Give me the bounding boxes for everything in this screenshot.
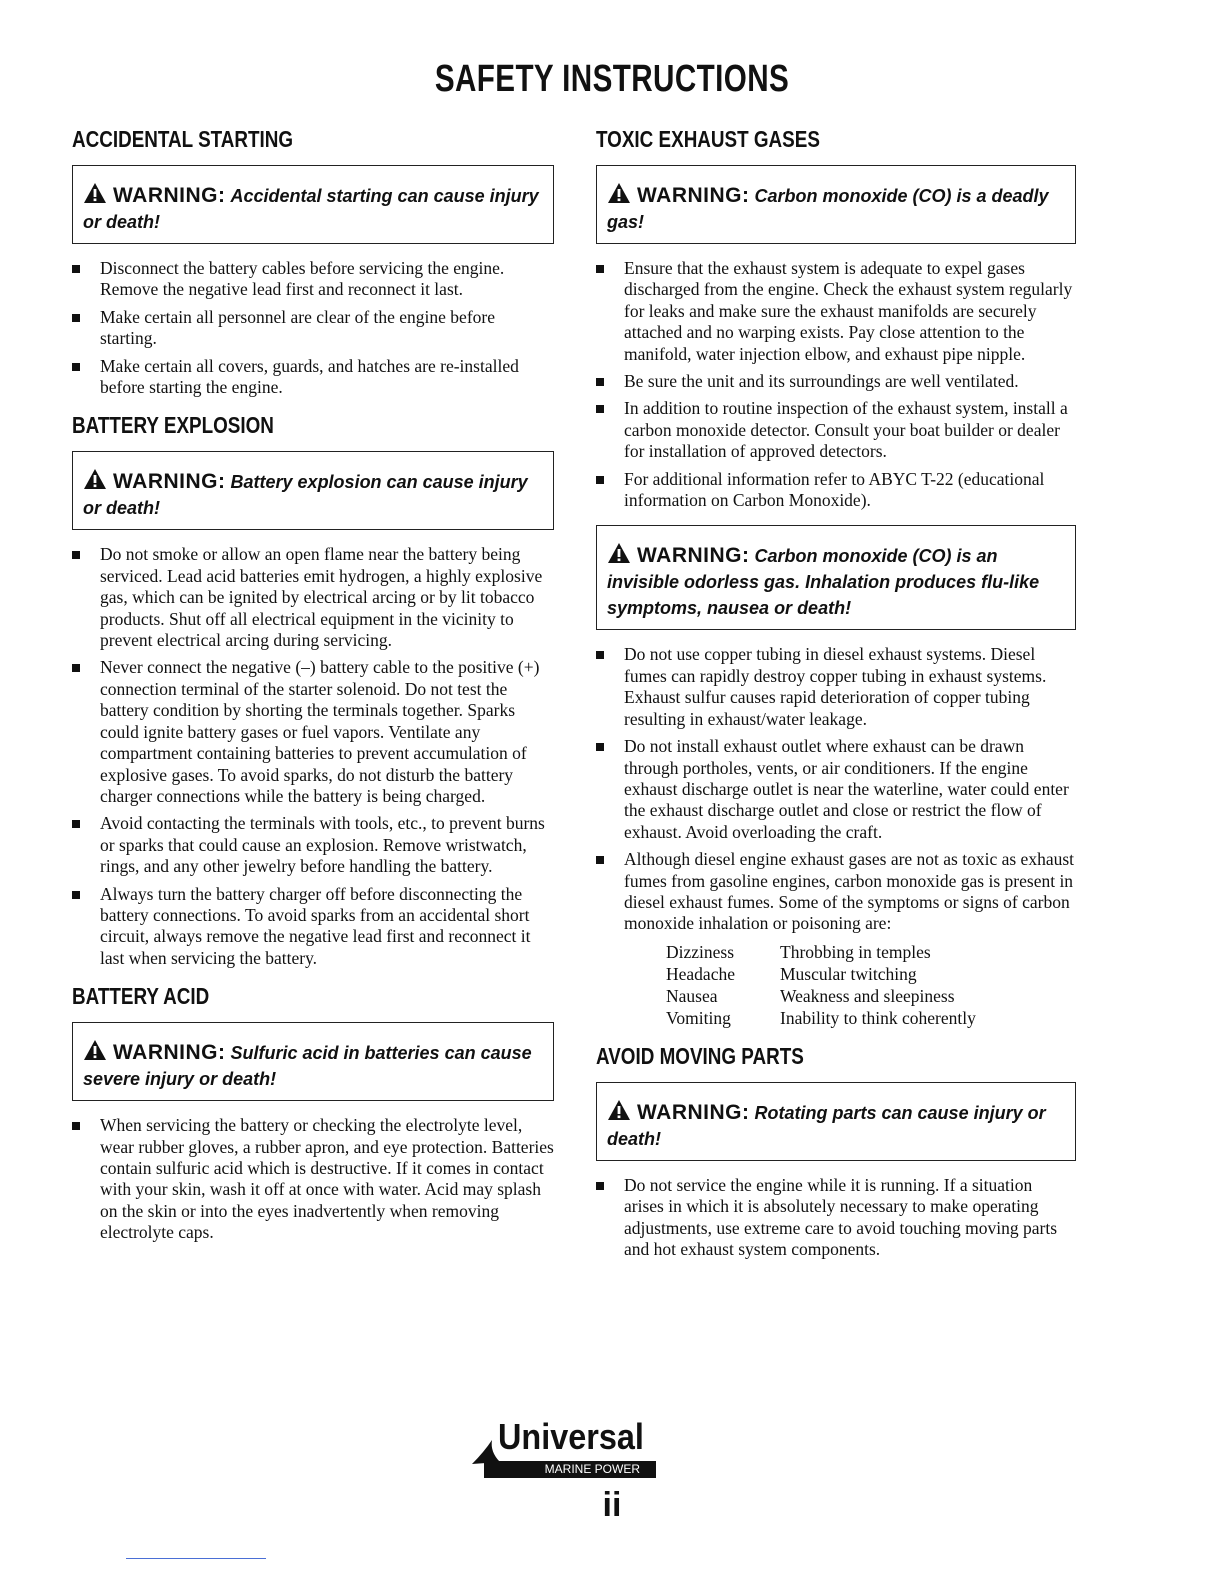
list-item: Do not use copper tubing in diesel exhaust systems. Diesel fumes can rapidly destroy copper tubing in exhaust systems. Exhaust sulfur causes rapid deterioration of copper tubing resulting in exhaust/water leakage. xyxy=(596,644,1076,730)
list-item: Always turn the battery charger off before disconnecting the battery connections. To avoid sparks from an accidental short circuit, always remove the negative lead first and reconnect it last when servicing the battery. xyxy=(72,884,554,970)
symptom: Weakness and sleepiness xyxy=(780,985,955,1006)
warning-label: WARNING: xyxy=(637,184,750,207)
universal-logo xyxy=(470,1416,760,1480)
warning-box-battery-acid xyxy=(72,1022,554,1101)
warning-text: Sulfuric acid in batteries can cause severe injury or death! xyxy=(83,1043,532,1090)
section-heading-battery-explosion: BATTERY EXPLOSION xyxy=(72,412,274,439)
page-title: SAFETY INSTRUCTIONS xyxy=(434,58,790,100)
list-item: Be sure the unit and its surroundings are well ventilated. xyxy=(596,371,1076,392)
warning-triangle-icon xyxy=(83,182,107,204)
symptom: Throbbing in temples xyxy=(780,941,931,962)
bullet-list-exhaust-precautions xyxy=(596,644,1076,934)
warning-label: WARNING: xyxy=(113,184,226,207)
list-item: Do not service the engine while it is running. If a situation arises in which it is absolutely necessary to make operating adjustments, use extreme care to avoid touching moving parts and hot exhaust system components. xyxy=(596,1175,1076,1261)
section-heading-toxic-exhaust: TOXIC EXHAUST GASES xyxy=(596,126,820,152)
warning-text: Carbon monoxide (CO) is an invisible odorless gas. Inhalation produces flu-like symptoms, nausea or death! xyxy=(607,546,1040,619)
logo-tagline: MARINE POWER xyxy=(484,1461,656,1478)
list-item: Ensure that the exhaust system is adequate to expel gases discharged from the engine. Check the exhaust system regularly for leaks and make sure the exhaust manifolds are securely attached and no warping exists. Pay close attention to the manifold, water injection elbow, and exhaust pipe nipple. xyxy=(596,258,1076,365)
list-item: For additional information refer to ABYC T-22 (educational information on Carbon Monoxide). xyxy=(596,469,1076,512)
symptom: Dizziness xyxy=(666,941,735,962)
list-item: Make certain all covers, guards, and hatches are re-installed before starting the engine. xyxy=(72,356,554,399)
warning-triangle-icon xyxy=(607,1099,631,1121)
bullet-list-moving-parts xyxy=(596,1175,1076,1261)
list-item: Although diesel engine exhaust gases are not as toxic as exhaust fumes from gasoline engines, carbon monoxide gas is present in diesel exhaust fumes. Some of the symptoms or signs of carbon monoxide inhalation or poisoning are: xyxy=(596,849,1076,935)
list-item: Disconnect the battery cables before servicing the engine. Remove the negative lead first and reconnect it last. xyxy=(72,258,554,301)
list-item: Do not smoke or allow an open flame near the battery being serviced. Lead acid batteries emit hydrogen, a highly explosive gas, which can be ignited by electrical arcing or by lit tobacco products. Shut off all electrical equipment in the vicinity to prevent electrical arcing during servicing. xyxy=(72,544,554,651)
warning-triangle-icon xyxy=(83,468,107,490)
warning-triangle-icon xyxy=(607,542,631,564)
footer-rule xyxy=(126,1558,266,1559)
warning-box-accidental-starting xyxy=(72,165,554,244)
bullet-list-toxic-exhaust xyxy=(596,258,1076,511)
warning-box-moving-parts xyxy=(596,1082,1076,1161)
warning-triangle-icon xyxy=(83,1039,107,1061)
warning-label: WARNING: xyxy=(637,1100,750,1124)
list-item: When servicing the battery or checking the electrolyte level, wear rubber gloves, a rubber apron, and eye protection. Batteries contain sulfuric acid which is destructive. If it comes in contact with your skin, wash it off at once with water. Acid may splash on the skin or into the eyes inadvertently when removing electrolyte caps. xyxy=(72,1115,554,1243)
warning-label: WARNING: xyxy=(637,544,750,568)
section-heading-avoid-moving-parts: AVOID MOVING PARTS xyxy=(596,1042,804,1069)
section-heading-accidental-starting: ACCIDENTAL STARTING xyxy=(72,126,294,152)
symptom: Nausea xyxy=(666,985,718,1006)
bullet-list-battery-explosion xyxy=(72,544,554,969)
page-number: ii xyxy=(602,1486,622,1524)
symptom: Headache xyxy=(666,963,735,984)
bullet-list-accidental-starting xyxy=(72,258,554,398)
right-column xyxy=(596,126,1076,1274)
warning-triangle-icon xyxy=(607,182,631,204)
warning-text: Carbon monoxide (CO) is a deadly gas! xyxy=(607,186,1049,232)
warning-box-battery-explosion xyxy=(72,451,554,530)
logo-wordmark: Universal xyxy=(498,1416,644,1457)
list-item: Avoid contacting the terminals with tools, etc., to prevent burns or sparks that could cause an explosion. Remove wristwatch, rings, and any other jewelry before handling the battery. xyxy=(72,813,554,877)
list-item: Do not install exhaust outlet where exhaust can be drawn through portholes, vents, or air conditioners. If the engine exhaust discharge outlet is near the waterline, water could enter the exhaust discharge outlet and close or restrict the flow of exhaust. Avoid overloading the craft. xyxy=(596,736,1076,843)
list-item: Make certain all personnel are clear of the engine before starting. xyxy=(72,307,554,350)
warning-label: WARNING: xyxy=(113,1041,226,1065)
warning-text: Accidental starting can cause injury or death! xyxy=(83,186,539,232)
section-heading-battery-acid: BATTERY ACID xyxy=(72,983,210,1010)
symptom: Inability to think coherently xyxy=(780,1007,976,1028)
symptom: Vomiting xyxy=(666,1007,731,1028)
list-item: In addition to routine inspection of the exhaust system, install a carbon monoxide detector. Consult your boat builder or dealer for installation of approved detectors. xyxy=(596,398,1076,462)
warning-box-invisible-gas xyxy=(596,525,1076,630)
bullet-list-battery-acid xyxy=(72,1115,554,1243)
symptoms-table xyxy=(666,941,1076,1029)
warning-label: WARNING: xyxy=(113,470,226,494)
list-item: Never connect the negative (–) battery cable to the positive (+) connection terminal of the starter solenoid. Do not test the battery condition by shorting the terminals together. Sparks could ignite battery gases or fuel vapors. Ventilate any compartment containing batteries to prevent accumulation of explosive gases. To avoid sparks, do not disturb the battery charger connections while the battery is being charged. xyxy=(72,657,554,807)
warning-text: Rotating parts can cause injury or death! xyxy=(607,1102,1046,1149)
warning-box-deadly-gas xyxy=(596,165,1076,244)
warning-text: Battery explosion can cause injury or death! xyxy=(83,472,528,519)
left-column xyxy=(72,126,554,1258)
symptom: Muscular twitching xyxy=(780,963,917,984)
